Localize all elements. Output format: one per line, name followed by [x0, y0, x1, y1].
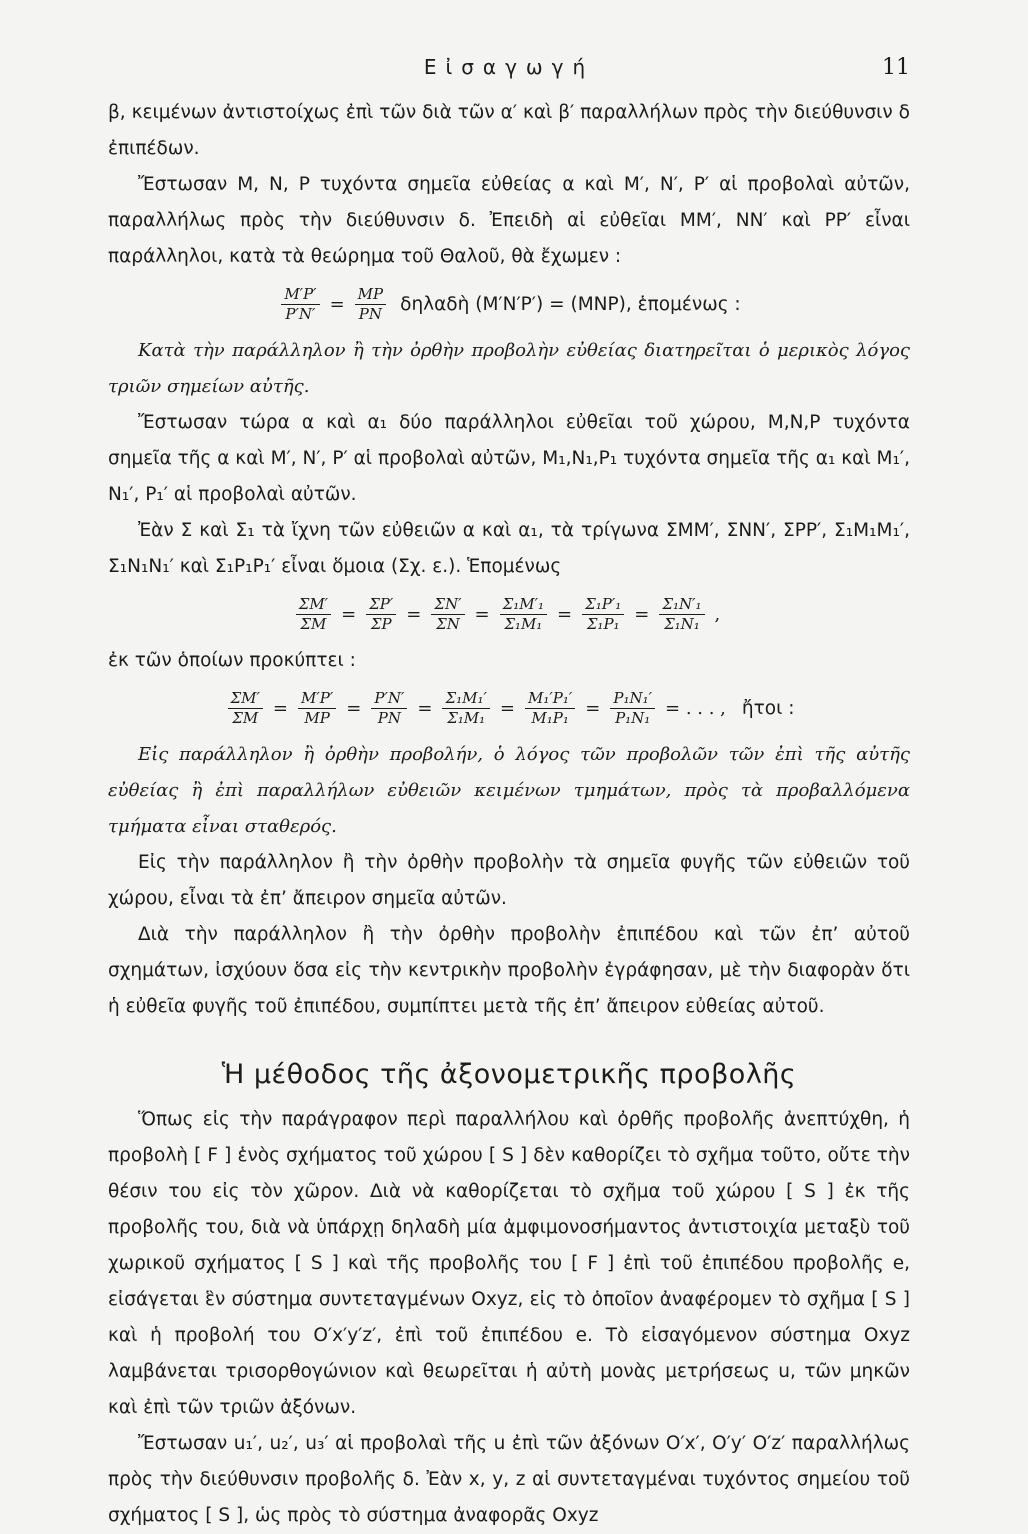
- numerator: M₁′P₁′: [525, 689, 575, 709]
- fraction: [610, 689, 655, 728]
- numerator: Σ₁N′₁: [659, 595, 704, 615]
- formula-similar-triangles: [108, 585, 910, 643]
- formula-tail: ,: [714, 603, 721, 625]
- paragraph-3: Ἔστωσαν τώρα α καὶ α₁ δύο παράλληλοι εὐθεῖαι τοῦ χώρου, M,N,P τυχόντα σημεῖα τῆς α καὶ M′, N′, P′ αἱ προβολαὶ αὐτῶν, M₁,N₁,P₁ τυχόντα σημεῖα τῆς α₁ καὶ M₁′, N₁′, P₁′ αἱ προβολαὶ αὐτῶν.: [108, 412, 910, 505]
- equals-sign: =: [346, 697, 362, 719]
- denominator: ΣM: [300, 614, 327, 633]
- theorem-statement-2: Εἰς παράλληλον ἢ ὀρθὴν προβολήν, ὁ λόγος τῶν προβολῶν τῶν ἐπὶ τῆς αὐτῆς εὐθείας ἢ ἐπὶ παραλλήλων εὐθειῶν κειμένων τμημάτων, πρὸς τὰ προβαλλόμενα τμήματα εἶναι σταθερός.: [108, 744, 910, 837]
- fraction: [442, 689, 489, 728]
- denominator: PN: [358, 304, 382, 323]
- equals-sign: =: [474, 603, 490, 625]
- denominator: Σ₁N₁: [664, 614, 700, 633]
- fraction: [431, 595, 464, 634]
- numerator: ΣM′: [296, 595, 331, 615]
- paragraph-7: Διὰ τὴν παράλληλον ἢ τὴν ὀρθὴν προβολὴν ἐπιπέδου καὶ τῶν ἐπ’ αὐτοῦ σχημάτων, ἰσχύουν ὅσα εἰς τὴν κεντρικὴν προβολὴν ἐγράφησαν, μὲ τὴν διαφορὰν ὅτι ἡ εὐθεῖα φυγῆς τοῦ ἐπιπέδου, συμπίπτει μετὰ τῆς ἐπ’ ἄπειρον εὐθείας αὐτοῦ.: [108, 924, 910, 1017]
- denominator: ΣP: [370, 614, 392, 633]
- numerator: M′P′: [298, 689, 336, 709]
- formula-ratio-constant: [108, 679, 910, 737]
- denominator: P′N′: [285, 304, 316, 323]
- numerator: P₁N₁′: [610, 689, 655, 709]
- numerator: Σ₁M₁′: [442, 689, 489, 709]
- theorem-statement-1: Κατὰ τὴν παράλληλον ἢ τὴν ὀρθὴν προβολὴν εὐθείας διατηρεῖται ὁ μερικὸς λόγος τριῶν σημείων αὐτῆς.: [108, 340, 910, 397]
- paragraph-6: Εἰς τὴν παράλληλον ἢ τὴν ὀρθὴν προβολὴν τὰ σημεῖα φυγῆς τῶν εὐθειῶν τοῦ χώρου, εἶναι τὰ ἐπ’ ἄπειρον σημεῖα αὐτῶν.: [108, 852, 910, 909]
- numerator: Σ₁M′₁: [500, 595, 547, 615]
- numerator: ΣM′: [228, 689, 263, 709]
- denominator: M₁P₁: [531, 708, 569, 727]
- formula-text: ἤτοι :: [741, 697, 795, 719]
- page-number: 11: [882, 55, 910, 80]
- numerator: MP: [355, 285, 386, 305]
- fraction: [298, 689, 336, 728]
- equals-sign: =: [272, 697, 288, 719]
- running-title: Εἰσαγωγή: [423, 55, 595, 79]
- denominator: ΣN: [436, 614, 460, 633]
- fraction: [582, 595, 624, 634]
- fraction: [371, 689, 407, 728]
- paragraph-5: ἐκ τῶν ὁποίων προκύπτει :: [108, 650, 356, 671]
- fraction: [296, 595, 331, 634]
- paragraph-9: Ἔστωσαν u₁′, u₂′, u₃′ αἱ προβολαὶ τῆς u ἐπὶ τῶν ἀξόνων O′x′, O′y′ O′z′ παραλλήλως πρὸς τὴν διεύθυνσιν προβολῆς δ. Ἐὰν x, y, z αἱ συντεταγμέναι τυχόντος σημείου τοῦ σχήματος [ S ], ὡς πρὸς τὸ σύστημα ἀναφορᾶς Oxyz: [108, 1433, 910, 1526]
- formula-tail: = . . . ,: [665, 697, 726, 719]
- formula-thales: [108, 275, 910, 333]
- paragraph-1: β, κειμένων ἀντιστοίχως ἐπὶ τῶν διὰ τῶν α′ καὶ β′ παραλλήλων πρὸς τὴν διεύθυνσιν δ ἐπιπέδων.: [108, 102, 910, 159]
- numerator: P′N′: [371, 689, 407, 709]
- fraction: [366, 595, 396, 634]
- numerator: ΣP′: [366, 595, 396, 615]
- fraction: [355, 285, 386, 324]
- equals-sign: =: [585, 697, 601, 719]
- running-head: [108, 55, 910, 95]
- denominator: Σ₁M₁: [504, 614, 543, 633]
- fraction: [228, 689, 263, 728]
- paragraph-4: Ἐὰν Σ καὶ Σ₁ τὰ ἴχνη τῶν εὐθειῶν α καὶ α₁, τὰ τρίγωνα ΣMM′, ΣNN′, ΣPP′, Σ₁M₁M₁′, Σ₁N₁N₁′ καὶ Σ₁P₁P₁′ εἶναι ὅμοια (Σχ. ε.). Ἑπομένως: [108, 520, 910, 577]
- equals-sign: =: [499, 697, 515, 719]
- denominator: MP: [304, 708, 330, 727]
- fraction: [281, 285, 319, 324]
- denominator: ΣM: [232, 708, 259, 727]
- numerator: Σ₁P′₁: [582, 595, 624, 615]
- denominator: Σ₁P₁: [586, 614, 620, 633]
- formula-text: δηλαδὴ (M′N′P′) = (MNP), ἑπομένως :: [400, 293, 741, 315]
- denominator: PN: [377, 708, 401, 727]
- equals-sign: =: [329, 293, 345, 315]
- paragraph-2: Ἔστωσαν M, N, P τυχόντα σημεῖα εὐθείας α καὶ M′, N′, P′ αἱ προβολαὶ αὐτῶν, παραλλήλως πρὸς τὴν διεύθυνσιν δ. Ἐπειδὴ αἱ εὐθεῖαι MM′, NN′ καὶ PP′ εἶναι παράλληλοι, κατὰ τὰ θεώρημα τοῦ Θαλοῦ, θὰ ἔχωμεν :: [108, 174, 910, 267]
- equals-sign: =: [634, 603, 650, 625]
- paragraph-8: Ὅπως εἰς τὴν παράγραφον περὶ παραλλήλου καὶ ὀρθῆς προβολῆς ἀνεπτύχθη, ἡ προβολὴ [ F ] ἑνὸς σχήματος τοῦ χώρου [ S ] δὲν καθορίζει τὸ σχῆμα τοῦτο, οὔτε τὴν θέσιν του εἰς τὸν χῶρον. Διὰ νὰ καθορίζεται τὸ σχῆμα τοῦ χώρου [ S ] ἐκ τῆς προβολῆς του, διὰ νὰ ὑπάρχῃ δηλαδὴ μία ἀμφιμονοσήμαντος ἀντιστοιχία μεταξὺ τοῦ χωρικοῦ σχήματος [ S ] καὶ τῆς προβολῆς του [ F ] ἐπὶ τοῦ ἐπιπέδου προβολῆς e, εἰσάγεται ἓν σύστημα συντεταγμένων Oxyz, εἰς τὸ ὁποῖον ἀναφέρομεν τὸ σχῆμα [ S ] καὶ ἡ προβολή του O′x′y′z′, ἐπὶ τοῦ ἐπιπέδου e. Τὸ εἰσαγόμενον σύστημα Oxyz λαμβάνεται τρισορθογώνιον καὶ θεωρεῖται ἡ αὐτὴ μονὰς μετρήσεως u, τῶν μηκῶν καὶ ἐπὶ τῶν τριῶν ἀξόνων.: [108, 1109, 910, 1418]
- denominator: P₁N₁: [615, 708, 651, 727]
- fraction: [659, 595, 704, 634]
- fraction: [525, 689, 575, 728]
- denominator: Σ₁M₁: [447, 708, 486, 727]
- numerator: M′P′: [281, 285, 319, 305]
- equals-sign: =: [417, 697, 433, 719]
- equals-sign: =: [557, 603, 573, 625]
- equals-sign: =: [341, 603, 357, 625]
- equals-sign: =: [406, 603, 422, 625]
- fraction: [500, 595, 547, 634]
- numerator: ΣN′: [431, 595, 464, 615]
- section-title: Ἡ μέθοδος τῆς ἀξονομετρικῆς προβολῆς: [221, 1059, 797, 1090]
